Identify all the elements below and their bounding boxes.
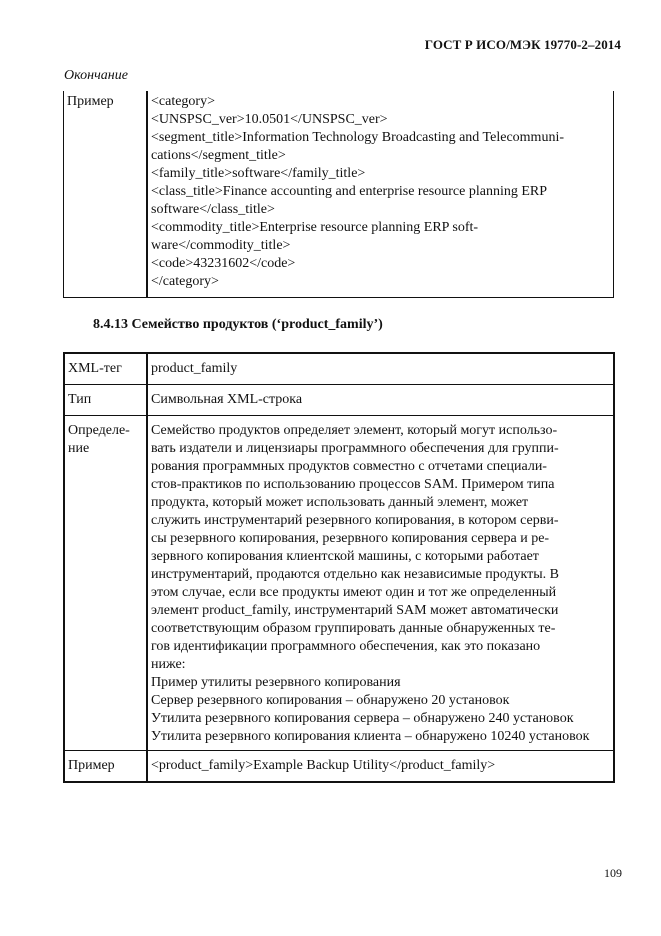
text-line: Пример утилиты резервного копирования xyxy=(151,675,401,690)
row-label: Пример xyxy=(64,751,147,783)
code-line: <segment_title>Information Technology Broadcasting and Telecommuni- xyxy=(151,130,564,145)
code-line: <class_title>Finance accounting and enterprise resource planning ERP xyxy=(151,184,548,199)
text-line: Семейство продуктов определяет элемент, который могут использо- xyxy=(151,423,558,438)
code-line: <family_title>software</family_title> xyxy=(151,166,366,181)
text-line: Сервер резервного копирования – обнаружено 20 установок xyxy=(151,693,510,708)
code-line: <commodity_title>Enterprise resource planning ERP soft- xyxy=(151,220,479,235)
text-line: рования программных продуктов совместно с отчетами специали- xyxy=(151,459,547,474)
example-continuation-table xyxy=(63,91,614,298)
product-family-table xyxy=(63,352,615,783)
table-row xyxy=(64,91,614,298)
text-line: Утилита резервного копирования сервера – обнаружено 240 установок xyxy=(151,711,574,726)
text-line: служить инструментарий резервного копирования, в котором серви- xyxy=(151,513,559,528)
table-row xyxy=(64,751,614,783)
text-line: зервного копирования клиентской машины, с которыми работает xyxy=(151,549,539,564)
code-line: software</class_title> xyxy=(151,202,275,217)
text-line: гов идентификации программного обеспечения, как это показано xyxy=(151,639,541,654)
code-line: ware</commodity_title> xyxy=(151,238,291,253)
text-line: стов-практиков по использованию процессов SAM. Примером типа xyxy=(151,477,555,492)
table-row xyxy=(64,416,614,751)
code-line: cations</segment_title> xyxy=(151,148,286,163)
text-line: Утилита резервного копирования клиента – обнаружено 10240 установок xyxy=(151,729,590,744)
page-number: 109 xyxy=(604,866,622,880)
row-value: Символьная XML-строка xyxy=(147,385,614,416)
label-line: ние xyxy=(68,441,90,456)
row-label: XML-тег xyxy=(64,353,147,385)
row-label: Тип xyxy=(64,385,147,416)
label-line: Определе- xyxy=(68,423,130,438)
code-line: <category> xyxy=(151,94,215,109)
text-line: вать издатели и лицензиары программного обеспечения для группи- xyxy=(151,441,559,456)
text-line: продукта, который может использовать данный элемент, может xyxy=(151,495,529,510)
text-line: ниже: xyxy=(151,657,186,672)
code-line: </category> xyxy=(151,274,219,289)
text-line: сы резервного копирования, резервного копирования сервера и ре- xyxy=(151,531,550,546)
text-line: соответствующим образом группировать данные обнаруженных те- xyxy=(151,621,556,636)
document-header-title: ГОСТ Р ИСО/МЭК 19770-2–2014 xyxy=(424,37,621,52)
code-line: <code>43231602</code> xyxy=(151,256,296,271)
section-heading: 8.4.13 Семейство продуктов (‘product_family’) xyxy=(93,317,383,332)
row-label xyxy=(64,416,147,751)
code-line: <UNSPSC_ver>10.0501</UNSPSC_ver> xyxy=(151,112,388,127)
row-value: <product_family>Example Backup Utility</product_family> xyxy=(147,751,614,783)
text-line: этом случае, если все продукты имеют один и тот же определенный xyxy=(151,585,557,600)
row-value xyxy=(147,91,614,298)
text-line: элемент product_family, инструментарий SAM может автоматически xyxy=(151,603,559,618)
row-label: Пример xyxy=(64,91,148,298)
row-value: product_family xyxy=(147,353,614,385)
text-line: инструментарий, продаются отдельно как независимые продукты. В xyxy=(151,567,559,582)
row-value xyxy=(147,416,614,751)
table-row xyxy=(64,353,614,385)
table-continuation-label: Окончание xyxy=(64,68,128,83)
table-row xyxy=(64,385,614,416)
